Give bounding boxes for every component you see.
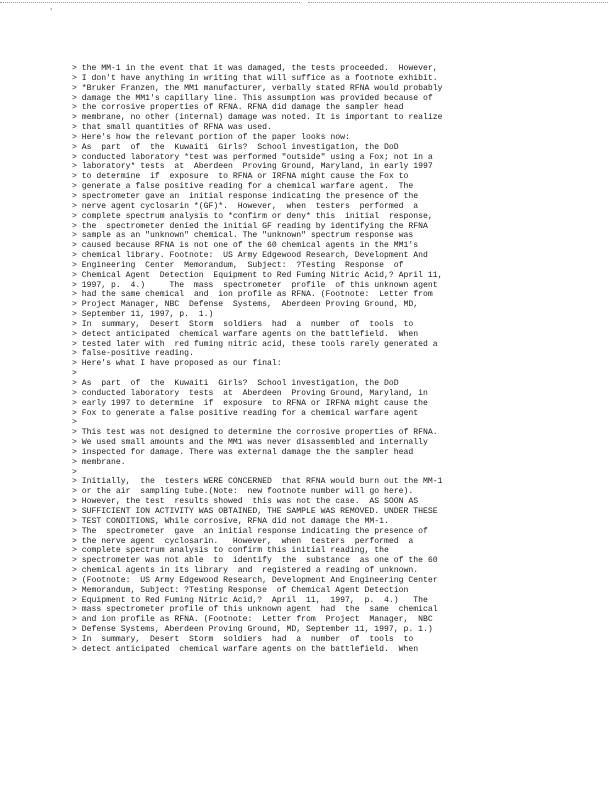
text-line: > or the air sampling tube.(Note: new footnote number will go here). — [72, 487, 414, 497]
text-line: > to determine if exposure to RFNA or IRFNA might cause the Fox to — [72, 172, 409, 182]
text-line: > complete spectrum analysis to confirm this initial reading, the — [72, 546, 389, 556]
text-line: > spectrometer was not able to identify the substance as one of the 60 — [72, 556, 438, 566]
text-line: > Equipment to Red Fuming Nitric Acid,? April 11, 1997, p. 4.) The — [72, 595, 428, 605]
text-line: > membrane, no other (internal) damage was noted. It is important to realize — [72, 113, 443, 123]
text-line: > Initially, the testers WERE CONCERNED that RFNA would burn out the MM-1 — [72, 477, 443, 487]
text-line: > As part of the Kuwaiti Girls? School investigation, the DoD — [72, 142, 399, 152]
text-line: > damage the MM1's capillary line. This assumption was provided because of — [72, 93, 433, 103]
text-line: > Project Manager, NBC Defense Systems, Aberdeen Proving Ground, MD, — [72, 300, 419, 310]
top-rule-left — [0, 2, 300, 3]
text-line: > complete spectrum analysis to *confirm or deny* this initial response, — [72, 211, 433, 221]
text-line: > false-positive reading. — [72, 349, 194, 359]
text-line: > detect anticipated chemical warfare agents on the battlefield. When — [72, 329, 419, 339]
text-line: > Memorandum, Subject: ?Testing Response of Chemical Agent Detection — [72, 585, 409, 595]
text-line: > Defense Systems, Aberdeen Proving Ground, MD, September 11, 1997, p. 1.) — [72, 625, 433, 635]
text-line: > conducted laboratory tests at Aberdeen Proving Ground, Maryland, in — [72, 388, 428, 398]
corner-speck: ' — [50, 7, 53, 16]
text-line: > We used small amounts and the MM1 was never disassembled and internally — [72, 438, 428, 448]
text-line: > chemical agents in its library and registered a reading of unknown. — [72, 566, 419, 576]
text-line: > mass spectrometer profile of this unknown agent had the same chemical — [72, 605, 438, 615]
text-line: > SUFFICIENT ION ACTIVITY WAS OBTAINED, THE SAMPLE WAS REMOVED. UNDER THESE — [72, 506, 438, 516]
text-line: > As part of the Kuwaiti Girls? School investigation, the DoD — [72, 379, 399, 388]
text-line: > — [72, 467, 77, 477]
text-line: > TEST CONDITIONS, While corrosive, RFNA did not damage the MM-1. — [72, 516, 389, 526]
text-line: > I don't have anything in writing that will suffice as a footnote exhibit. — [72, 73, 438, 83]
text-line: > (Footnote: US Army Edgewood Research, Development And Engineering Center — [72, 575, 438, 585]
email-body-text — [72, 64, 592, 655]
text-line: > and ion profile as RFNA. (Footnote: Letter from Project Manager, NBC — [72, 615, 433, 625]
text-line: > tested later with red fuming nitric acid, these tools rarely generated a — [72, 339, 438, 349]
text-line: > The spectrometer gave an initial response indicating the presence of — [72, 526, 428, 536]
text-line: > In summary, Desert Storm soldiers had a number of tools to — [72, 634, 414, 644]
text-line: > This test was not designed to determine the corrosive properties of RFNA. — [72, 428, 438, 438]
text-line: > the MM-1 in the event that it was damaged, the tests proceeded. However, — [72, 64, 438, 73]
text-line: > Here's what I have proposed as our final: — [72, 359, 282, 369]
text-line: > had the same chemical and ion profile as RFNA. (Footnote: Letter from — [72, 290, 433, 300]
top-rule-right — [308, 2, 608, 3]
text-line: > that small quantities of RFNA was used. — [72, 123, 272, 133]
text-line: > spectrometer gave an initial response indicating the presence of the — [72, 191, 419, 201]
text-line: > early 1997 to determine if exposure to RFNA or IRFNA might cause the — [72, 398, 428, 408]
text-line: > generate a false positive reading for a chemical warfare agent. The — [72, 182, 414, 192]
text-line: > sample as an "unknown" chemical. The "unknown" spectrum response was — [72, 231, 414, 241]
text-line: > laboratory* tests at Aberdeen Proving Ground, Maryland, in early 1997 — [72, 162, 433, 172]
text-line: > 1997, p. 4.) The mass spectrometer profile of this unknown agent — [72, 280, 438, 290]
text-line: > In summary, Desert Storm soldiers had a number of tools to — [72, 319, 414, 329]
text-line: > detect anticipated chemical warfare agents on the battlefield. When — [72, 644, 419, 654]
text-line: > conducted laboratory *test was performed "outside" using a Fox; not in a — [72, 152, 433, 162]
text-line: > caused because RFNA is not one of the 60 chemical agents in the MM1's — [72, 241, 419, 251]
text-line: > membrane. — [72, 457, 126, 467]
text-line: > Engineering Center Memorandum, Subject: ?Testing Response of — [72, 260, 404, 270]
text-line: > the spectrometer denied the initial GF reading by identifying the RFNA — [72, 221, 428, 231]
text-line: > Fox to generate a false positive reading for a chemical warfare agent — [72, 408, 419, 418]
text-line: > the nerve agent cyclosarin. However, when testers performed a — [72, 536, 414, 546]
text-line: > nerve agent cyclosarin *(GF)*. However, when testers performed a — [72, 201, 419, 211]
text-line: > Here's how the relevant portion of the paper looks now: — [72, 132, 350, 142]
text-line: > inspected for damage. There was external damage the the sampler head — [72, 447, 414, 457]
text-line: > the corrosive properties of RFNA. RFNA did damage the sampler head — [72, 103, 404, 113]
text-line: > — [72, 369, 77, 379]
text-line: > September 11, 1997, p. 1.) — [72, 310, 214, 320]
text-line: > Chemical Agent Detection Equipment to Red Fuming Nitric Acid,? April 11, — [72, 270, 443, 280]
text-line: > However, the test results showed this was not the case. AS SOON AS — [72, 497, 419, 507]
text-line: > *Bruker Franzen, the MM1 manufacturer, verbally stated RFNA would probably — [72, 83, 443, 93]
text-line: > chemical library. Footnote: US Army Edgewood Research, Development And — [72, 251, 428, 261]
text-line: > — [72, 418, 77, 428]
